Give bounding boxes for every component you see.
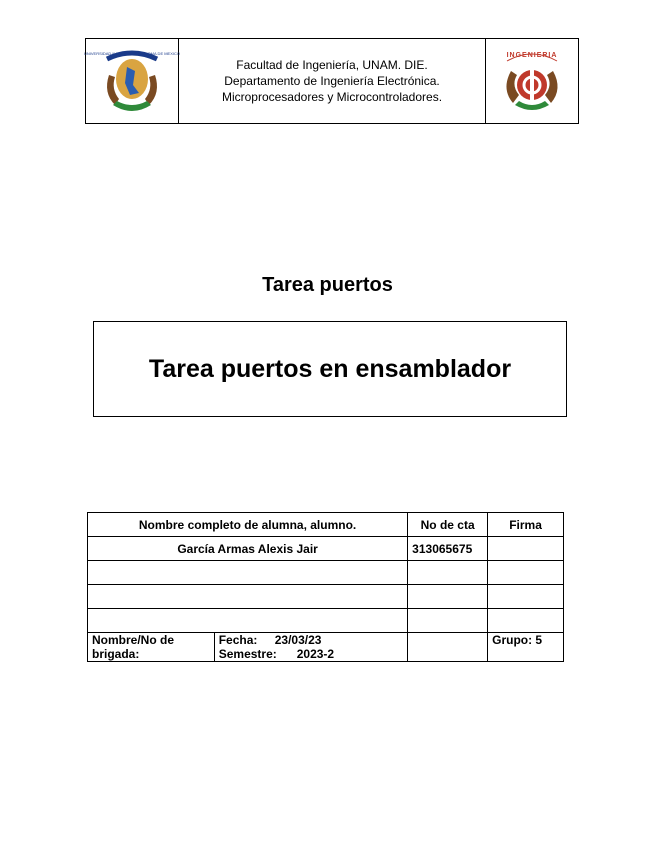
- left-logo-text: UNIVERSIDAD NACIONAL AUTONOMA DE MEXICO: [83, 51, 181, 56]
- header-account: No de cta: [408, 513, 488, 537]
- students-table: [87, 512, 564, 662]
- date-label: Fecha:: [218, 633, 258, 647]
- table-header-row: [88, 513, 564, 537]
- date-semester-cell: [214, 633, 407, 662]
- subject-box: [93, 321, 567, 417]
- table-row: [88, 537, 564, 561]
- header-line-1: Facultad de Ingeniería, UNAM. DIE.: [236, 58, 428, 72]
- left-logo-cell: [83, 39, 181, 123]
- subject-title: Tarea puertos en ensamblador: [148, 354, 512, 383]
- header-name: Nombre completo de alumna, alumno.: [88, 513, 408, 537]
- row-name: [88, 561, 408, 585]
- row-account: [408, 561, 488, 585]
- page-title: Tarea puertos: [262, 274, 393, 296]
- empty-cell: [408, 633, 488, 662]
- header-line-3: Microprocesadores y Microcontroladores.: [221, 90, 443, 104]
- row-account: [408, 609, 488, 633]
- row-name: García Armas Alexis Jair: [88, 537, 408, 561]
- right-logo-text: INGENIERIA: [506, 52, 558, 59]
- header-signature: Firma: [488, 513, 564, 537]
- row-name: [88, 585, 408, 609]
- table-footer-row: [88, 633, 564, 662]
- row-signature: [488, 609, 564, 633]
- ingenieria-seal-icon: [497, 45, 567, 117]
- group-cell: Grupo: 5: [488, 633, 564, 662]
- row-signature: [488, 585, 564, 609]
- row-name: [88, 609, 408, 633]
- table-row: [88, 609, 564, 633]
- document-header: [85, 38, 579, 124]
- row-account: 313065675: [408, 537, 488, 561]
- unam-seal-icon: [83, 45, 181, 117]
- table-row: [88, 561, 564, 585]
- row-signature: [488, 561, 564, 585]
- row-account: [408, 585, 488, 609]
- right-logo-cell: [485, 39, 578, 123]
- table-row: [88, 585, 564, 609]
- row-signature: [488, 537, 564, 561]
- brigade-label: Nombre/No de brigada:: [88, 633, 215, 662]
- semester-value: 2023-2: [296, 647, 335, 661]
- header-line-2: Departamento de Ingeniería Electrónica.: [224, 74, 440, 88]
- semester-label: Semestre:: [218, 647, 277, 661]
- date-value: 23/03/23: [274, 633, 322, 647]
- header-text: [179, 39, 485, 123]
